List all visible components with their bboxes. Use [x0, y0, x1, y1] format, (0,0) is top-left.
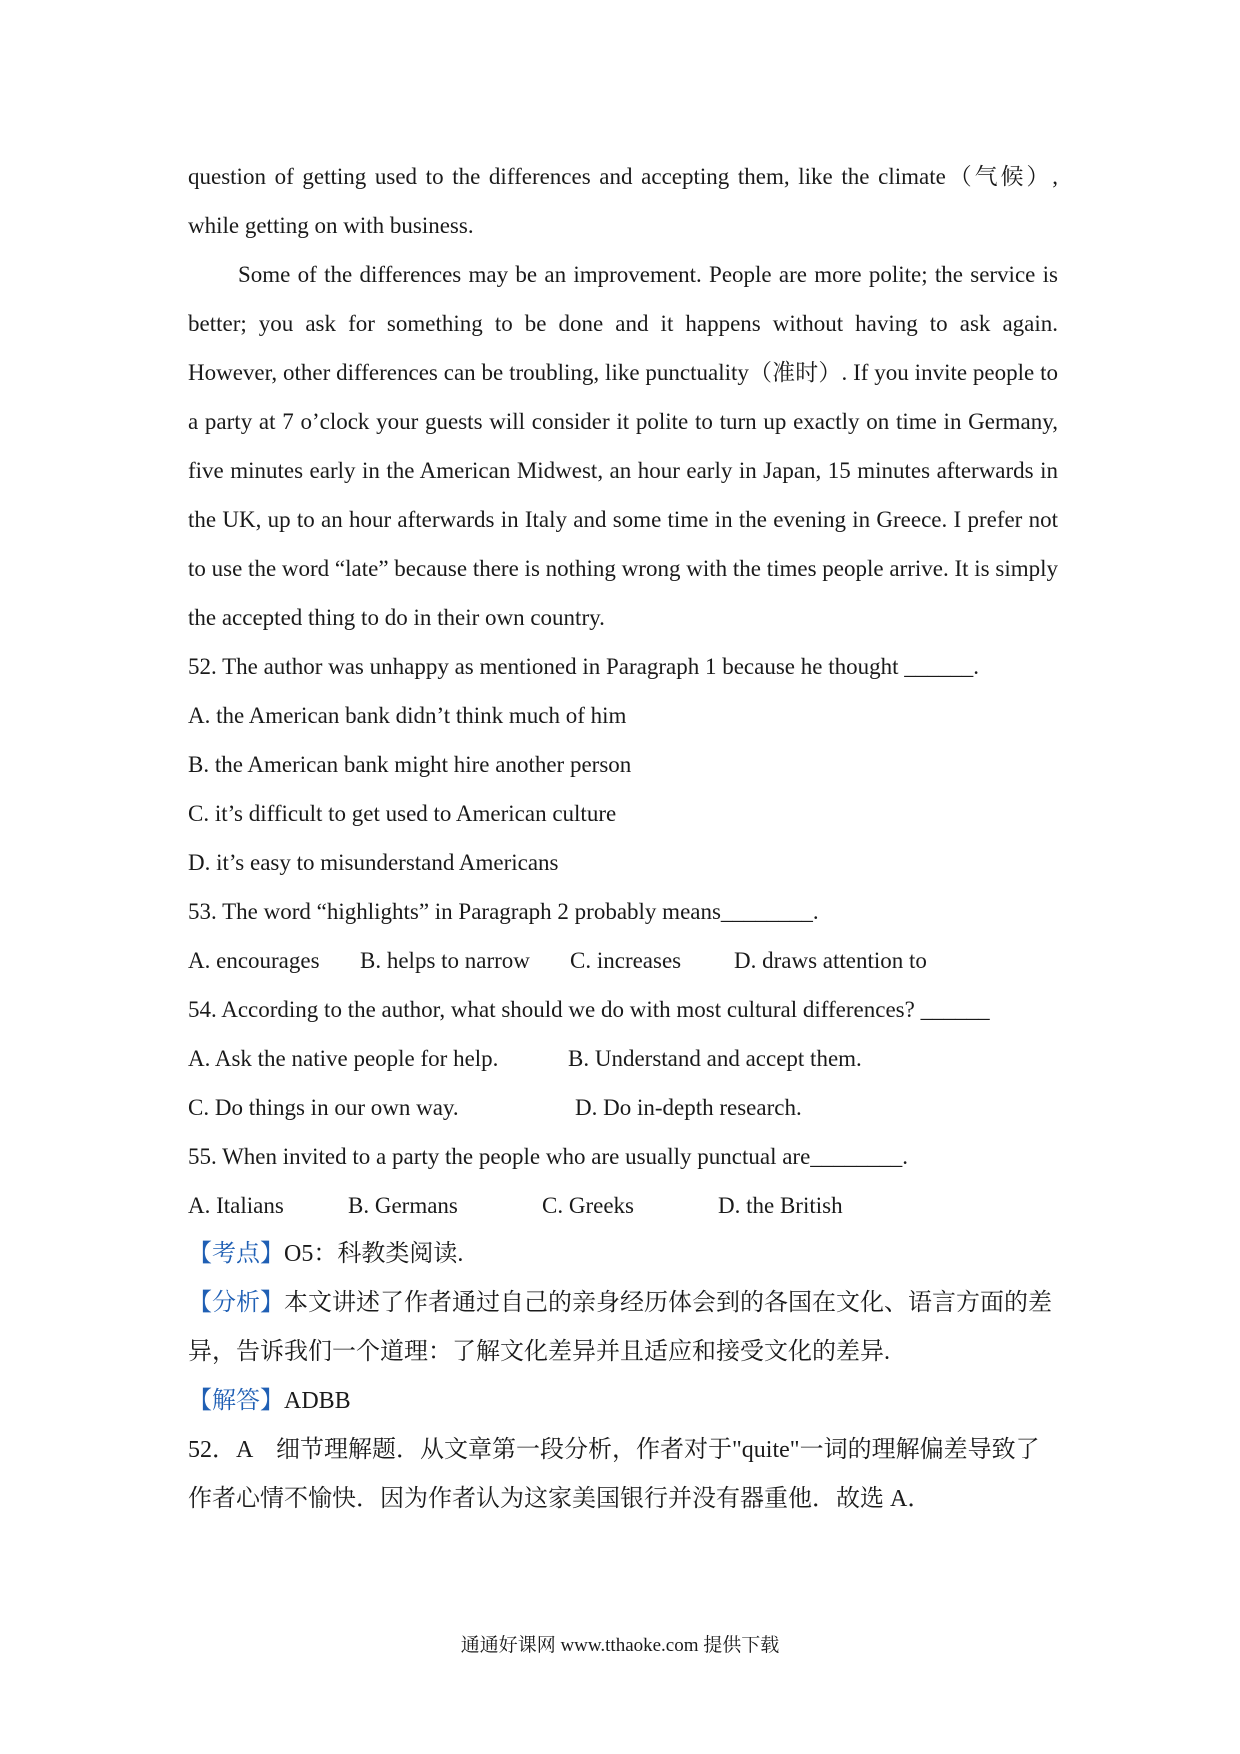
question-54-options-row-1: [188, 1034, 1058, 1083]
kaodian-text: O5：科教类阅读.: [284, 1241, 464, 1267]
question-53-option-d: D. draws attention to: [734, 948, 927, 973]
question-54-options-row-2: [188, 1083, 1058, 1132]
fenxi-tag: 【分析】: [188, 1290, 284, 1316]
document-body: [188, 152, 1058, 1524]
fenxi-block: [188, 1279, 1058, 1377]
kaodian-line: [188, 1230, 1058, 1279]
question-53-option-b: B. helps to narrow: [360, 948, 530, 973]
jieda-tag: 【解答】: [188, 1388, 284, 1414]
question-55-option-b: B. Germans: [348, 1193, 458, 1218]
question-52-option-d: D. it’s easy to misunderstand Americans: [188, 850, 559, 875]
question-54-option-b: B. Understand and accept them.: [568, 1046, 862, 1071]
question-55-option-a: A. Italians: [188, 1193, 284, 1218]
question-55-option-d: D. the British: [718, 1193, 843, 1218]
question-54-option-c: C. Do things in our own way.: [188, 1095, 459, 1120]
explanation-52: 52．A 细节理解题．从文章第一段分析，作者对于"quite"一词的理解偏差导致了作者心情不愉快．因为作者认为这家美国银行并没有器重他．故选 A．: [188, 1437, 1040, 1512]
jieda-text: ADBB: [284, 1388, 351, 1414]
kaodian-tag: 【考点】: [188, 1241, 284, 1267]
question-54-option-a: A. Ask the native people for help.: [188, 1046, 499, 1071]
question-54-option-d: D. Do in-depth research.: [575, 1095, 802, 1120]
passage-paragraph: Some of the differences may be an improvement. People are more polite; the service is better; you ask for something to be done and it happens without having to ask again. However, other differences can be troubling, like punctuality（准时）. If you invite people to a party at 7 o’clock your guests will consider it polite to turn up exactly on time in Germany, five minutes early in the American Midwest, an hour early in Japan, 15 minutes afterwards in the UK, up to an hour afterwards in Italy and some time in the evening in Greece. I prefer not to use the word “late” because there is nothing wrong with the times people arrive. It is simply the accepted thing to do in their own country.: [188, 262, 1058, 630]
question-55-option-c: C. Greeks: [542, 1193, 634, 1218]
question-52-option-b: B. the American bank might hire another person: [188, 752, 632, 777]
question-52-stem: 52. The author was unhappy as mentioned in Paragraph 1 because he thought ______.: [188, 654, 979, 679]
question-53-option-a: A. encourages: [188, 948, 320, 973]
question-53-options: [188, 936, 1058, 985]
question-55-options: [188, 1181, 1058, 1230]
jieda-line: [188, 1377, 1058, 1426]
question-52-option-c: C. it’s difficult to get used to American culture: [188, 801, 617, 826]
fenxi-text: 本文讲述了作者通过自己的亲身经历体会到的各国在文化、语言方面的差异，告诉我们一个道理：了解文化差异并且适应和接受文化的差异.: [188, 1290, 1052, 1365]
question-52-option-a: A. the American bank didn’t think much of him: [188, 703, 627, 728]
page-footer: 通通好课网 www.tthaoke.com 提供下载: [460, 1635, 780, 1656]
question-53-stem: 53. The word “highlights” in Paragraph 2 probably means________.: [188, 899, 819, 924]
question-55-stem: 55. When invited to a party the people who are usually punctual are________.: [188, 1144, 909, 1169]
question-53-option-c: C. increases: [570, 948, 682, 973]
question-54-stem: 54. According to the author, what should we do with most cultural differences? ______: [188, 997, 990, 1022]
passage-continuation: question of getting used to the differences and accepting them, like the climate（气候）, while getting on with business.: [188, 164, 1058, 238]
